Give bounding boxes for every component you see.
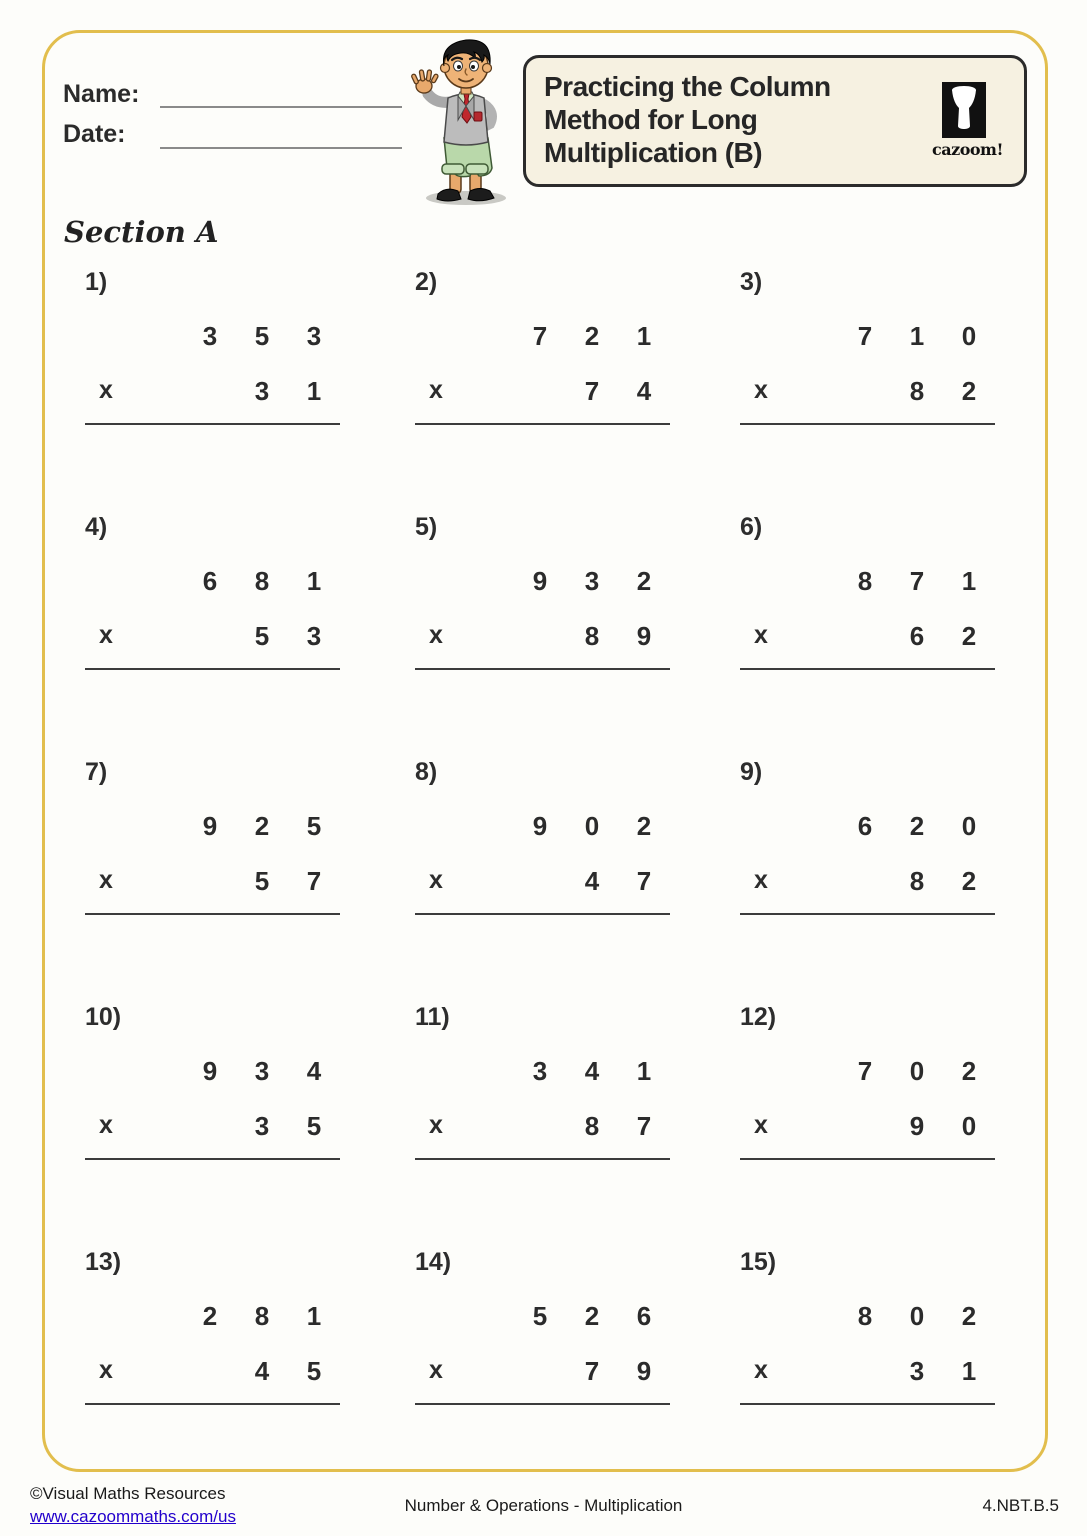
digit: 2: [254, 811, 270, 841]
cazoom-logo-text: cazoom!: [932, 140, 1003, 159]
multiplier-row: [415, 376, 670, 412]
problem-cell: [740, 263, 995, 508]
multiplier-digits: [566, 376, 670, 407]
footer: [0, 1484, 1087, 1536]
section-heading: Section A: [64, 215, 219, 249]
digit: 0: [909, 1301, 925, 1331]
multiplier-digits: [236, 621, 340, 652]
digit: 2: [961, 376, 977, 406]
multiplier-row: [415, 1356, 670, 1392]
digit: 3: [306, 621, 322, 651]
multiplier-digits: [891, 1111, 995, 1142]
multiply-sign: x: [754, 376, 768, 404]
problem-number: 3): [740, 268, 763, 296]
problem-number: 1): [85, 268, 108, 296]
problem-cell: [415, 263, 670, 508]
multiplicand-digits: [184, 566, 340, 597]
digit: 2: [636, 811, 652, 841]
multiplier-digits: [236, 866, 340, 897]
digit: 3: [254, 376, 270, 406]
multiplicand-digits: [839, 1056, 995, 1087]
digit: 5: [254, 621, 270, 651]
digit: 1: [306, 566, 322, 596]
multiplier-row: [740, 1111, 995, 1147]
answer-line: [415, 1403, 670, 1405]
standard-code: 4.NBT.B.5: [982, 1496, 1059, 1515]
multiplier-row: [85, 621, 340, 657]
multiplier-row: [415, 1111, 670, 1147]
answer-line: [415, 1158, 670, 1160]
problem-number: 7): [85, 758, 108, 786]
multiplicand-digits: [514, 1056, 670, 1087]
digit: 7: [909, 566, 925, 596]
digit: 1: [306, 1301, 322, 1331]
multiply-sign: x: [429, 1356, 443, 1384]
multiplicand-digits: [839, 1301, 995, 1332]
multiplier-digits: [566, 1356, 670, 1387]
digit: 2: [961, 866, 977, 896]
multiply-sign: x: [99, 1111, 113, 1139]
multiplicand-digits: [839, 566, 995, 597]
digit: 7: [857, 321, 873, 351]
multiplier-digits: [236, 1356, 340, 1387]
digit: 4: [584, 1056, 600, 1086]
answer-line: [85, 1403, 340, 1405]
problem-cell: [85, 998, 340, 1243]
copyright-text: ©Visual Maths Resources: [30, 1484, 226, 1503]
digit: 0: [584, 811, 600, 841]
digit: 5: [532, 1301, 548, 1331]
multiply-sign: x: [99, 376, 113, 404]
digit: 2: [636, 566, 652, 596]
multiply-sign: x: [754, 1111, 768, 1139]
digit: 1: [961, 566, 977, 596]
multiply-sign: x: [754, 621, 768, 649]
multiply-sign: x: [429, 866, 443, 894]
problem-number: 9): [740, 758, 763, 786]
digit: 2: [961, 1056, 977, 1086]
problems-grid: [85, 263, 1000, 1488]
date-input-line: [160, 147, 402, 149]
cartoon-boy-illustration: [400, 36, 525, 208]
answer-line: [740, 668, 995, 670]
problem-cell: [415, 998, 670, 1243]
multiplier-row: [740, 1356, 995, 1392]
digit: 3: [909, 1356, 925, 1386]
digit: 2: [961, 621, 977, 651]
problem-number: 5): [415, 513, 438, 541]
digit: 7: [584, 1356, 600, 1386]
footer-topic: Number & Operations - Multiplication: [404, 1496, 683, 1515]
answer-line: [85, 913, 340, 915]
answer-line: [85, 423, 340, 425]
digit: 1: [636, 1056, 652, 1086]
digit: 7: [532, 321, 548, 351]
cazoom-drum-icon: [942, 82, 986, 138]
problem-number: 12): [740, 1003, 777, 1031]
date-label: Date:: [63, 120, 126, 148]
problem-cell: [740, 998, 995, 1243]
digit: 3: [306, 321, 322, 351]
digit: 5: [306, 1356, 322, 1386]
multiplicand-digits: [514, 811, 670, 842]
multiplier-row: [415, 621, 670, 657]
digit: 0: [961, 321, 977, 351]
digit: 6: [857, 811, 873, 841]
problem-cell: [85, 1243, 340, 1488]
digit: 8: [254, 566, 270, 596]
digit: 6: [636, 1301, 652, 1331]
digit: 6: [909, 621, 925, 651]
multiplier-digits: [891, 621, 995, 652]
problem-number: 4): [85, 513, 108, 541]
multiplier-row: [415, 866, 670, 902]
multiplier-row: [85, 866, 340, 902]
digit: 3: [254, 1056, 270, 1086]
answer-line: [415, 913, 670, 915]
multiplier-digits: [891, 866, 995, 897]
multiplier-digits: [566, 621, 670, 652]
digit: 6: [202, 566, 218, 596]
multiplicand-digits: [839, 321, 995, 352]
multiplier-digits: [891, 376, 995, 407]
digit: 3: [584, 566, 600, 596]
multiplicand-digits: [184, 321, 340, 352]
problem-number: 8): [415, 758, 438, 786]
digit: 9: [636, 621, 652, 651]
digit: 0: [909, 1056, 925, 1086]
digit: 8: [254, 1301, 270, 1331]
problem-cell: [415, 1243, 670, 1488]
cazoom-logo: [932, 82, 1003, 159]
digit: 7: [636, 1111, 652, 1141]
multiplier-row: [740, 621, 995, 657]
multiply-sign: x: [429, 376, 443, 404]
name-input-line: [160, 106, 402, 108]
multiply-sign: x: [429, 621, 443, 649]
problem-cell: [740, 508, 995, 753]
multiplicand-digits: [839, 811, 995, 842]
answer-line: [740, 913, 995, 915]
digit: 8: [584, 621, 600, 651]
digit: 9: [909, 1111, 925, 1141]
problem-number: 14): [415, 1248, 452, 1276]
digit: 5: [306, 811, 322, 841]
digit: 1: [306, 376, 322, 406]
digit: 1: [961, 1356, 977, 1386]
digit: 9: [532, 566, 548, 596]
multiplicand-digits: [514, 1301, 670, 1332]
answer-line: [415, 668, 670, 670]
digit: 7: [306, 866, 322, 896]
digit: 2: [909, 811, 925, 841]
multiplier-row: [85, 1356, 340, 1392]
digit: 8: [857, 1301, 873, 1331]
digit: 5: [306, 1111, 322, 1141]
multiplicand-digits: [514, 321, 670, 352]
problem-cell: [740, 753, 995, 998]
digit: 8: [909, 866, 925, 896]
multiplicand-digits: [514, 566, 670, 597]
digit: 0: [961, 811, 977, 841]
digit: 4: [306, 1056, 322, 1086]
digit: 4: [636, 376, 652, 406]
problem-number: 10): [85, 1003, 122, 1031]
digit: 3: [532, 1056, 548, 1086]
multiplier-row: [85, 376, 340, 412]
multiply-sign: x: [99, 866, 113, 894]
website-link[interactable]: www.cazoommaths.com/us: [30, 1507, 236, 1526]
multiply-sign: x: [99, 621, 113, 649]
digit: 0: [961, 1111, 977, 1141]
multiplier-digits: [566, 1111, 670, 1142]
multiplier-digits: [236, 1111, 340, 1142]
digit: 3: [202, 321, 218, 351]
multiply-sign: x: [429, 1111, 443, 1139]
multiplier-digits: [566, 866, 670, 897]
problem-cell: [415, 753, 670, 998]
multiplier-row: [740, 376, 995, 412]
digit: 7: [636, 866, 652, 896]
digit: 4: [584, 866, 600, 896]
worksheet-title: Practicing the Column Method for Long Multiplication (B): [544, 71, 831, 169]
digit: 3: [254, 1111, 270, 1141]
answer-line: [740, 1403, 995, 1405]
digit: 8: [584, 1111, 600, 1141]
multiplicand-digits: [184, 1056, 340, 1087]
problem-cell: [85, 508, 340, 753]
problem-cell: [85, 263, 340, 508]
digit: 8: [909, 376, 925, 406]
problem-number: 13): [85, 1248, 122, 1276]
digit: 2: [584, 321, 600, 351]
digit: 1: [909, 321, 925, 351]
digit: 2: [961, 1301, 977, 1331]
digit: 1: [636, 321, 652, 351]
digit: 8: [857, 566, 873, 596]
answer-line: [740, 423, 995, 425]
problem-cell: [85, 753, 340, 998]
digit: 7: [584, 376, 600, 406]
digit: 9: [202, 1056, 218, 1086]
answer-line: [415, 423, 670, 425]
multiplier-row: [85, 1111, 340, 1147]
problem-number: 11): [415, 1003, 450, 1031]
digit: 9: [532, 811, 548, 841]
multiply-sign: x: [754, 1356, 768, 1384]
multiply-sign: x: [754, 866, 768, 894]
multiplier-digits: [236, 376, 340, 407]
digit: 4: [254, 1356, 270, 1386]
answer-line: [85, 1158, 340, 1160]
multiplicand-digits: [184, 811, 340, 842]
multiply-sign: x: [99, 1356, 113, 1384]
problem-number: 2): [415, 268, 438, 296]
multiplier-digits: [891, 1356, 995, 1387]
digit: 9: [636, 1356, 652, 1386]
digit: 2: [584, 1301, 600, 1331]
problem-number: 15): [740, 1248, 777, 1276]
digit: 9: [202, 811, 218, 841]
digit: 7: [857, 1056, 873, 1086]
multiplicand-digits: [184, 1301, 340, 1332]
name-label: Name:: [63, 80, 140, 108]
problem-cell: [740, 1243, 995, 1488]
digit: 5: [254, 321, 270, 351]
worksheet-title-box: [523, 55, 1027, 187]
problem-cell: [415, 508, 670, 753]
digit: 2: [202, 1301, 218, 1331]
problem-number: 6): [740, 513, 763, 541]
multiplier-row: [740, 866, 995, 902]
answer-line: [740, 1158, 995, 1160]
digit: 5: [254, 866, 270, 896]
answer-line: [85, 668, 340, 670]
